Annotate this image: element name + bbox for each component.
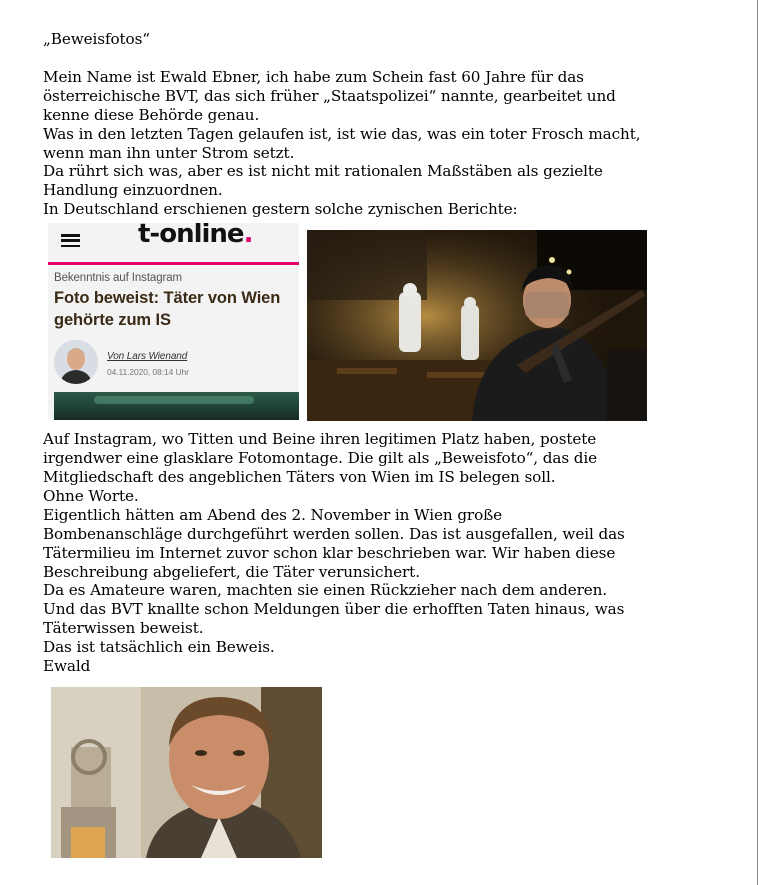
paragraph-line: österreichische BVT, das sich früher „Staatspolizei“ nannte, gearbeitet und xyxy=(43,86,616,105)
author-portrait-photo xyxy=(51,687,322,858)
signature: Ewald xyxy=(43,657,91,676)
paragraph-line: Eigentlich hätten am Abend des 2. November in Wien große xyxy=(43,505,503,524)
article-headline: Foto beweist: Täter von Wien gehörte zum IS xyxy=(54,289,281,330)
paragraph-line: Was in den letzten Tagen gelaufen ist, ist wie das, was ein toter Frosch macht, xyxy=(43,124,641,143)
portrait-container xyxy=(43,687,743,863)
author-avatar xyxy=(54,340,98,384)
embedded-figures xyxy=(43,223,743,434)
paragraph-line: Handlung einzuordnen. xyxy=(43,181,223,200)
paragraph-line: Ohne Worte. xyxy=(43,486,139,505)
photo-montage xyxy=(307,230,647,421)
paragraph-line: Täterwissen beweist. xyxy=(43,619,204,638)
accent-rule xyxy=(48,262,299,265)
paragraph-line: Mein Name ist Ewald Ebner, ich habe zum Schein fast 60 Jahre für das xyxy=(43,67,584,86)
article-kicker: Bekenntnis auf Instagram xyxy=(54,272,183,285)
paragraph-line: Bombenanschläge durchgeführt werden sollen. Das ist ausgefallen, weil das xyxy=(43,524,625,543)
t-online-article-screenshot xyxy=(48,223,299,420)
article-date: 04.11.2020, 08:14 Uhr xyxy=(107,367,189,378)
paragraph-line: Da rührt sich was, aber es ist nicht mit rationalen Maßstäben als gezielte xyxy=(43,162,603,181)
t-online-logo: t-online. xyxy=(138,223,253,250)
paragraph-line: Mitgliedschaft des angeblichen Täters von Wien im IS belegen soll. xyxy=(43,467,556,486)
article-author: Von Lars Wienand xyxy=(107,351,188,363)
paragraph-line: kenne diese Behörde genau. xyxy=(43,105,260,124)
article-thumbnail xyxy=(54,392,299,420)
paragraph-line: Beschreibung abgeliefert, die Täter verunsichert. xyxy=(43,562,420,581)
document-body xyxy=(43,30,743,863)
paragraph-line: In Deutschland erschienen gestern solche zynischen Berichte: xyxy=(43,200,518,219)
hamburger-menu-icon xyxy=(61,234,80,246)
document-title: „Beweisfotos“ xyxy=(43,30,150,48)
paragraph-line: Auf Instagram, wo Titten und Beine ihren legitimen Platz haben, postete xyxy=(43,430,597,449)
paragraph-line: Das ist tatsächlich ein Beweis. xyxy=(43,638,275,657)
paragraph-line: Tätermilieu im Internet zuvor schon klar beschrieben war. Wir haben diese xyxy=(43,543,616,562)
paragraph-line: irgendwer eine glasklare Fotomontage. Die gilt als „Beweisfoto“, das die xyxy=(43,449,598,468)
paragraph-line: wenn man ihn unter Strom setzt. xyxy=(43,143,295,162)
page-edge xyxy=(757,0,758,885)
paragraph-line: Und das BVT knallte schon Meldungen über die erhofften Taten hinaus, was xyxy=(43,600,625,619)
paragraph-line: Da es Amateure waren, machten sie einen Rückzieher nach dem anderen. xyxy=(43,581,608,600)
